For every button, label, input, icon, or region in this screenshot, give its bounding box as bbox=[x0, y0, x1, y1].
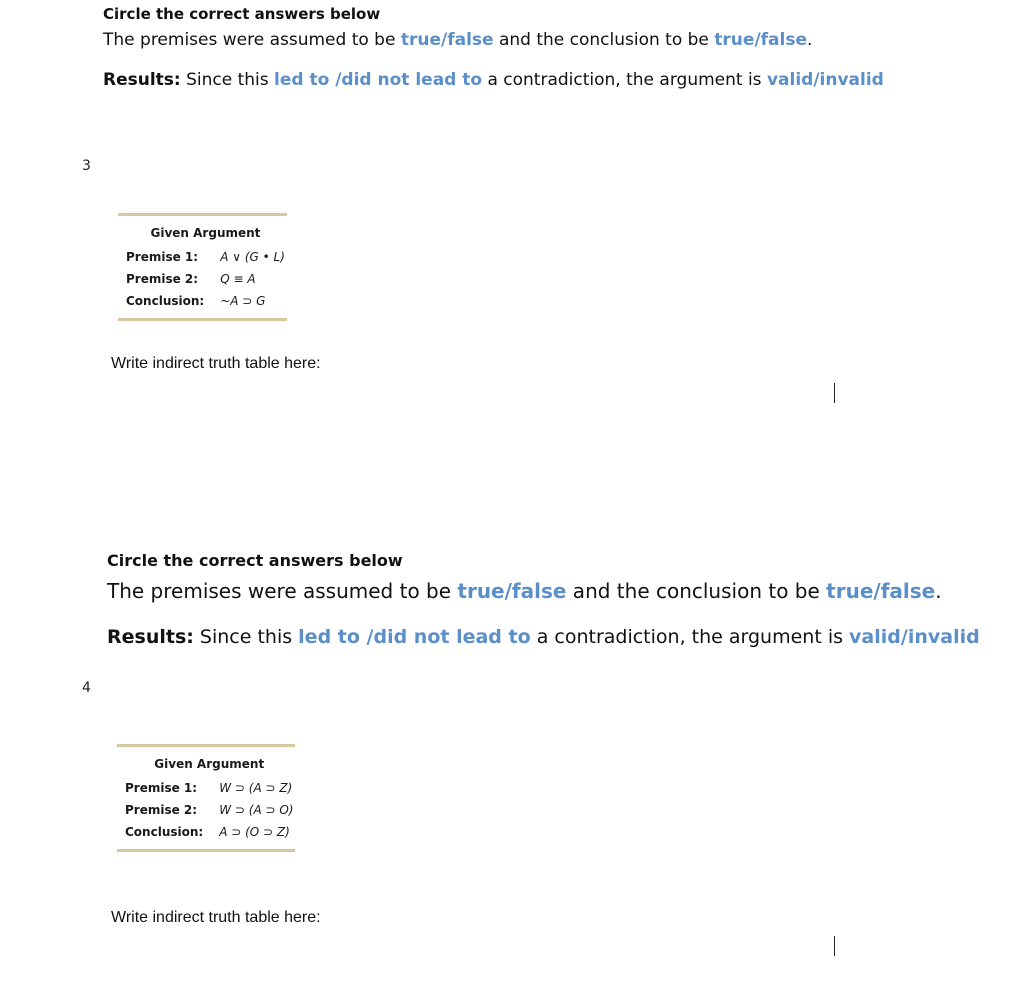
row-expression: W ⊃ (A ⊃ Z) bbox=[219, 781, 293, 795]
table-header: Given Argument bbox=[150, 226, 261, 240]
conclusion-true-false-option[interactable]: true/false bbox=[826, 579, 936, 603]
premises-assumption-line bbox=[103, 30, 812, 50]
row-expression: A ⊃ (O ⊃ Z) bbox=[219, 825, 290, 839]
question-number: 3 bbox=[82, 158, 91, 174]
table-bottom-rule bbox=[118, 318, 287, 321]
validity-option[interactable]: valid/invalid bbox=[849, 626, 980, 648]
premises-prefix: The premises were assumed to be bbox=[107, 579, 458, 603]
premises-prefix: The premises were assumed to be bbox=[103, 30, 401, 50]
results-label: Results: bbox=[107, 626, 194, 648]
results-middle: a contradiction, the argument is bbox=[482, 70, 767, 90]
table-row bbox=[117, 799, 301, 821]
row-label: Conclusion: bbox=[126, 294, 205, 308]
table-row bbox=[117, 821, 301, 843]
question-number: 4 bbox=[82, 680, 91, 696]
table-top-rule bbox=[118, 213, 287, 216]
premises-true-false-option[interactable]: true/false bbox=[457, 579, 567, 603]
row-expression: W ⊃ (A ⊃ O) bbox=[219, 803, 294, 817]
write-table-prompt: Write indirect truth table here: bbox=[111, 355, 321, 372]
results-label: Results: bbox=[103, 70, 181, 90]
premises-suffix: . bbox=[935, 579, 942, 603]
validity-option[interactable]: valid/invalid bbox=[766, 70, 884, 90]
given-argument-table bbox=[118, 213, 287, 321]
row-expression: ~A ⊃ G bbox=[220, 294, 266, 308]
contradiction-option[interactable]: led to /did not lead to bbox=[274, 70, 483, 90]
write-table-prompt: Write indirect truth table here: bbox=[111, 909, 321, 926]
results-prefix: Since this bbox=[193, 626, 299, 648]
results-line bbox=[107, 626, 980, 648]
results-prefix: Since this bbox=[180, 70, 275, 90]
table-row bbox=[118, 246, 293, 268]
premises-assumption-line bbox=[107, 579, 942, 603]
premises-suffix: . bbox=[807, 30, 813, 50]
row-label: Conclusion: bbox=[125, 825, 204, 839]
table-row bbox=[118, 268, 293, 290]
circle-answers-heading: Circle the correct answers below bbox=[107, 551, 403, 570]
row-label: Premise 1: bbox=[125, 781, 198, 795]
results-line bbox=[103, 70, 884, 90]
row-label: Premise 1: bbox=[126, 250, 199, 264]
premises-middle: and the conclusion to be bbox=[566, 579, 827, 603]
table-bottom-rule bbox=[117, 849, 295, 852]
row-expression: Q ≡ A bbox=[220, 272, 256, 286]
table-row bbox=[118, 290, 293, 312]
row-label: Premise 2: bbox=[126, 272, 199, 286]
given-argument-table bbox=[117, 744, 295, 852]
table-header: Given Argument bbox=[154, 757, 265, 771]
premises-true-false-option[interactable]: true/false bbox=[400, 30, 494, 50]
row-expression: A ∨ (G • L) bbox=[220, 250, 285, 264]
row-label: Premise 2: bbox=[125, 803, 198, 817]
premises-middle: and the conclusion to be bbox=[493, 30, 715, 50]
results-middle: a contradiction, the argument is bbox=[530, 626, 850, 648]
circle-answers-heading: Circle the correct answers below bbox=[103, 5, 381, 23]
contradiction-option[interactable]: led to /did not lead to bbox=[298, 626, 531, 648]
text-cursor[interactable] bbox=[834, 936, 835, 956]
conclusion-true-false-option[interactable]: true/false bbox=[714, 30, 807, 50]
table-row bbox=[117, 777, 301, 799]
text-cursor[interactable] bbox=[834, 383, 835, 403]
table-top-rule bbox=[117, 744, 295, 747]
